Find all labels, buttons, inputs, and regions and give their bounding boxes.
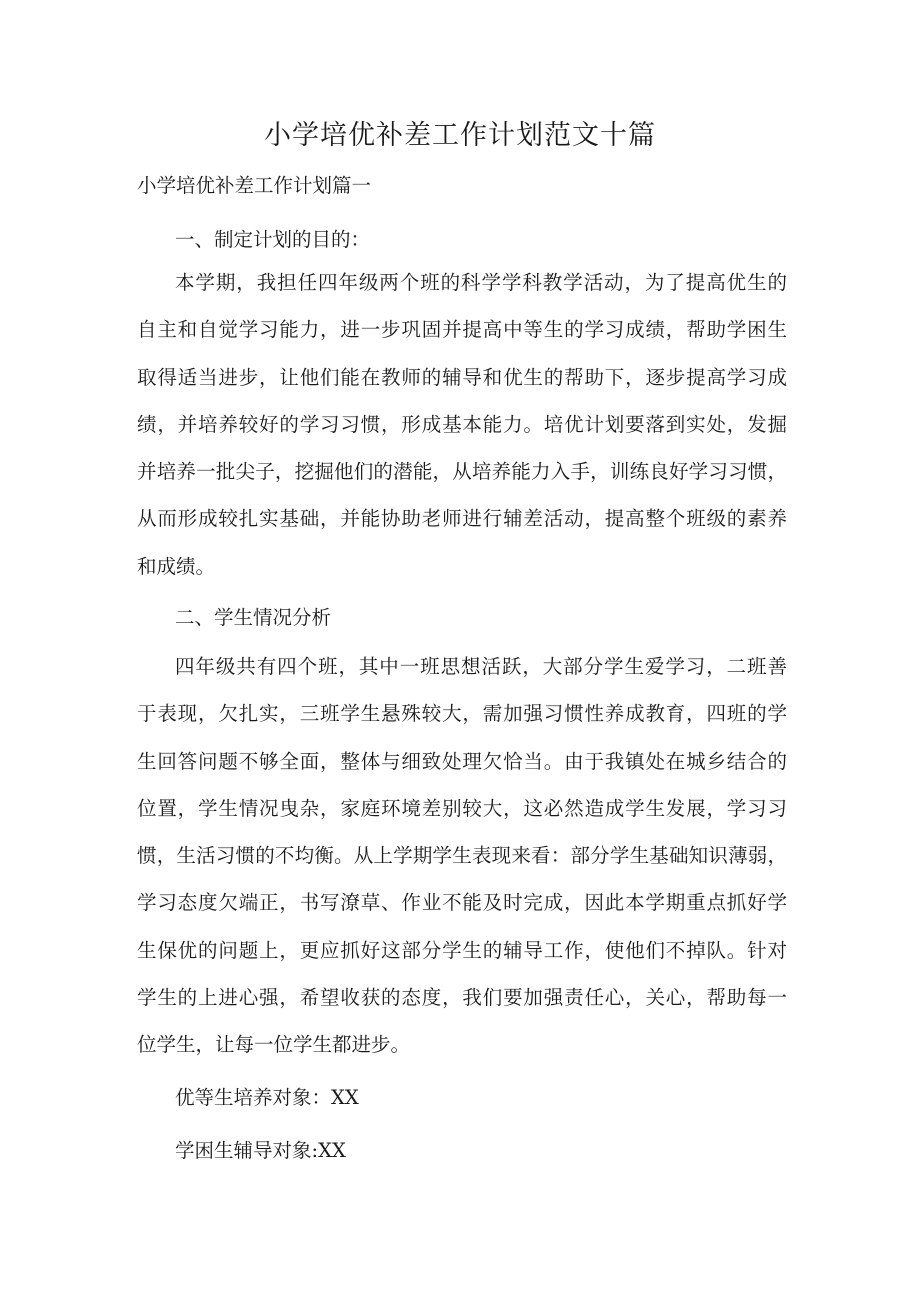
paragraph-line: 和成绩。 xyxy=(137,554,216,578)
paragraph-line: 于表现，欠扎实，三班学生悬殊较大，需加强习惯性养成教育，四班的学 xyxy=(137,702,787,726)
paragraph-line: 位置，学生情况曳杂，家庭环境差别较大，这必然造成学生发展，学习习 xyxy=(137,796,787,820)
paragraph-line: 并培养一批尖子，挖掘他们的潜能，从培养能力入手，训练良好学习习惯， xyxy=(137,460,787,484)
paragraph-line: 学生的上进心强，希望收获的态度，我们要加强责任心，关心，帮助每一 xyxy=(137,986,787,1010)
paragraph-line: 位学生，让每一位学生都进步。 xyxy=(137,1033,411,1057)
paragraph-line: 四年级共有四个班，其中一班思想活跃，大部分学生爱学习，二班善 xyxy=(175,655,787,678)
section-2-heading: 二、学生情况分析 xyxy=(175,606,332,629)
excellent-student-target: 优等生培养对象：XX xyxy=(175,1086,359,1109)
paragraph-line: 学习态度欠端正，书写潦草、作业不能及时完成，因此本学期重点抓好学 xyxy=(137,891,787,915)
paragraph-line: 绩，并培养较好的学习习惯，形成基本能力。培优计划要落到实处，发掘 xyxy=(137,412,787,436)
paragraph-line: 自主和自觉学习能力，进一步巩固并提高中等生的学习成绩，帮助学困生 xyxy=(137,318,787,342)
paragraph-line: 生保优的问题上，更应抓好这部分学生的辅导工作，使他们不掉队。针对 xyxy=(137,938,787,962)
section-1-heading: 一、制定计划的目的： xyxy=(175,228,371,251)
document-title: 小学培优补差工作计划范文十篇 xyxy=(264,120,656,151)
paragraph-line: 惯，生活习惯的不均衡。从上学期学生表现来看：部分学生基础知识薄弱， xyxy=(137,844,787,868)
paragraph-line: 从而形成较扎实基础，并能协助老师进行辅差活动，提高整个班级的素养 xyxy=(137,507,787,531)
document-subtitle: 小学培优补差工作计划篇一 xyxy=(137,174,372,197)
section-1-paragraph xyxy=(137,259,787,590)
paragraph-line: 生回答问题不够全面，整体与细致处理欠恰当。由于我镇处在城乡结合的 xyxy=(137,749,787,773)
paragraph-line: 取得适当进步，让他们能在教师的辅导和优生的帮助下，逐步提高学习成 xyxy=(137,365,787,389)
paragraph-line: 本学期，我担任四年级两个班的科学学科教学活动，为了提高优生的 xyxy=(175,271,787,294)
struggling-student-target: 学困生辅导对象:XX xyxy=(175,1139,346,1162)
section-2-paragraph xyxy=(137,643,787,1069)
